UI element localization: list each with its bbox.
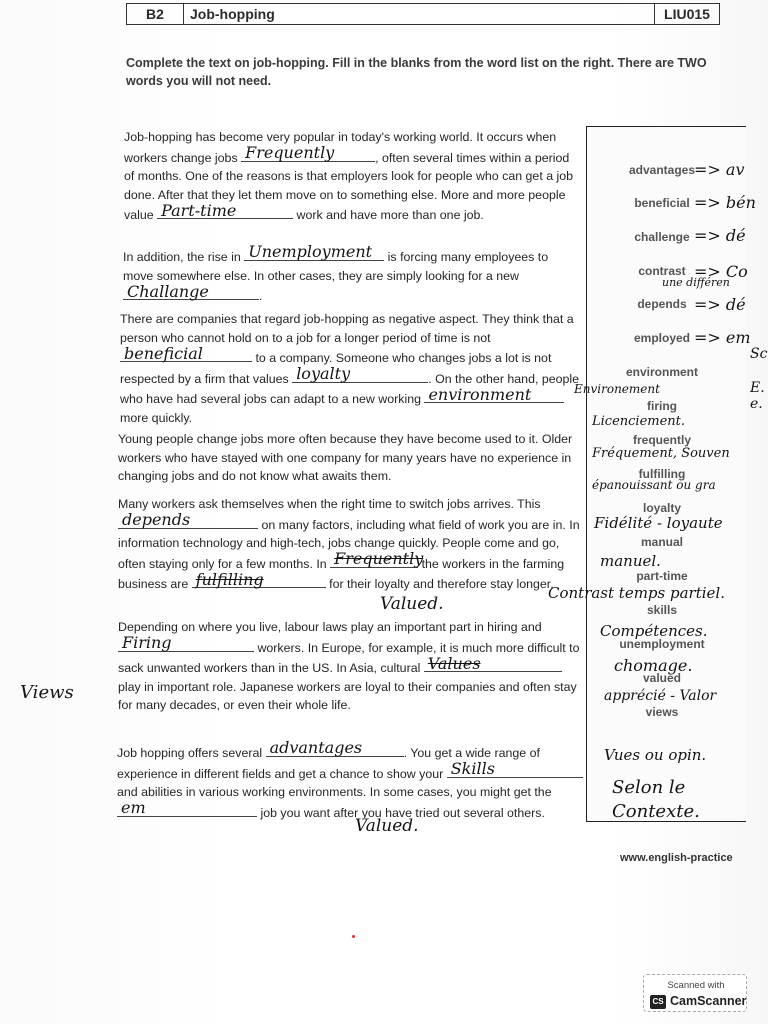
scanned-with-label: Scanned with xyxy=(667,980,725,991)
answer-p5-1: depends xyxy=(122,510,191,529)
word-translation: Fidélité - loyaute xyxy=(594,514,723,532)
word-translation: => Co xyxy=(694,262,748,281)
blank-p7-1[interactable] xyxy=(266,738,404,758)
word-list-item: depends xyxy=(637,297,687,311)
blank-p3-3[interactable] xyxy=(424,384,564,404)
word-translation: Compétences. xyxy=(600,622,708,640)
paragraph-1 xyxy=(124,128,576,225)
p7-text-b: . You get a wide range of experience in different fields and get a chance to show your xyxy=(117,746,540,781)
word-translation: Contrast temps partiel. xyxy=(548,584,725,602)
blank-p5-1[interactable] xyxy=(118,510,258,529)
p5-text-c: the workers in the farming business are xyxy=(118,556,565,592)
p7-text-c: and abilities in various working environments. In some cases, you might get the xyxy=(117,785,552,800)
p6-text-b: workers. In Europe, for example, it is much more difficult to sack unwanted workers than in the US. In Asia, cultural xyxy=(118,640,580,676)
word-list-item: firing xyxy=(647,399,677,413)
p5-text-b: on many factors, including what field of work you are in. In information technology and high-tech, jobs change quickly. People come and go, often staying only for a few months. In xyxy=(118,517,580,571)
word-translation: chomage. xyxy=(614,656,693,675)
answer-p3-2: loyalty xyxy=(296,364,351,384)
answer-p5-2: Frequently xyxy=(334,549,424,569)
word-translation: => em xyxy=(694,328,751,347)
p7-text-a: Job hopping offers several xyxy=(117,746,266,760)
level-label: B2 xyxy=(127,4,184,24)
word-translation: Fréquement, Souven xyxy=(592,446,730,461)
word-list-item: valued xyxy=(642,671,681,685)
word-translation: épanouissant ou gra xyxy=(592,478,716,492)
worksheet-header xyxy=(126,3,720,25)
p7-text-d: job you want after you have tried out several others. xyxy=(257,805,545,820)
p3-text-c: . On the other hand, people who have had several jobs can adapt to a new working xyxy=(120,371,580,407)
camscanner-logo-icon: CS xyxy=(650,995,666,1009)
handwritten-valued-2: Valued. xyxy=(355,816,419,836)
footer-url[interactable]: www.english-practice xyxy=(620,852,733,864)
blank-p3-1[interactable] xyxy=(120,343,252,363)
paragraph-4: Young people change jobs more often because they have become used to it. Older workers who have stayed with one company for many years have no experience in changing jobs and do not know what awaits them. xyxy=(118,432,573,484)
word-translation: => dé xyxy=(694,295,746,314)
answer-p7-3: em xyxy=(121,798,146,818)
word-translation: manuel. xyxy=(600,552,661,570)
blank-p1-1[interactable] xyxy=(241,143,375,162)
answer-p1-2: Part-time xyxy=(161,200,237,220)
p3-text-b: to a company. Someone who changes jobs a lot is not respected by a firm that values xyxy=(120,351,552,386)
camscanner-badge xyxy=(643,974,747,1012)
blank-p7-2[interactable] xyxy=(447,759,583,778)
word-list-item: loyalty xyxy=(642,501,681,515)
answer-p2-1: Unemployment xyxy=(248,242,373,262)
answer-p6-1: Firing xyxy=(122,633,172,652)
p5-text-a: Many workers ask themselves when the right time to switch jobs arrives. This xyxy=(118,497,541,511)
p1-text-c: work and have more than one job. xyxy=(293,208,484,223)
word-list-item: unemployment xyxy=(619,637,705,651)
paragraph-3 xyxy=(120,310,582,428)
p3-text-a: There are companies that regard job-hopping as negative aspect. They think that a person who cannot hold on to a job for a longer period of time is not xyxy=(120,312,574,345)
p1-text-b: , often several times within a period of months. One of the reasons is that employers look for people who can get a job done. After that they let them move on to something else. More and more people value xyxy=(124,150,574,223)
word-translation: Licenciement. xyxy=(592,414,686,429)
answer-p2-2: Challange xyxy=(127,281,209,301)
blank-p5-3[interactable] xyxy=(192,569,326,589)
word-translation: Vues ou opin. xyxy=(604,746,707,764)
word-list-item: fulfilling xyxy=(638,467,686,481)
note-selon-le-contexte: Selon le Contexte. xyxy=(612,777,700,822)
handwritten-valued-1: Valued. xyxy=(380,594,444,614)
worksheet-code: LIU015 xyxy=(654,4,719,24)
p2-text-b: is forcing many employees to move somewhere else. In other cases, they are simply looking for a new xyxy=(123,250,549,283)
word-list-item: part-time xyxy=(636,569,688,583)
p6-text-c: play in important role. Japanese workers are loyal to their companies and often stay for many decades, or even their whole life. xyxy=(118,679,577,713)
word-translation: Environement xyxy=(574,382,660,396)
word-list-item: challenge xyxy=(634,230,690,244)
red-dot xyxy=(352,935,355,938)
handwritten-views-margin: Views xyxy=(20,682,74,703)
p2-text-c: . xyxy=(259,289,263,304)
paragraph-7 xyxy=(117,738,583,822)
note-contrast: une différen xyxy=(662,276,730,289)
word-translation: => bén xyxy=(694,193,756,212)
p3-text-d: more quickly. xyxy=(120,410,193,425)
word-list-item: beneficial xyxy=(634,196,690,210)
answer-p7-1: advantages xyxy=(269,738,363,758)
blank-p2-2[interactable] xyxy=(123,281,259,301)
answer-p3-1: beneficial xyxy=(124,343,203,363)
paragraph-2 xyxy=(123,242,575,306)
answer-p3-3: environment xyxy=(428,384,532,404)
blank-p6-1[interactable] xyxy=(118,633,254,652)
note-environment: E. e. xyxy=(750,380,765,412)
p2-text-a: In addition, the rise in xyxy=(123,250,245,264)
blank-p5-2[interactable] xyxy=(330,549,424,569)
blank-p6-2[interactable] xyxy=(424,653,562,673)
answer-p7-2: Skills xyxy=(450,759,495,778)
camscanner-brand: CamScanner xyxy=(670,994,747,1008)
word-translation: apprécié - Valor xyxy=(604,688,717,704)
word-translation: => av xyxy=(694,160,745,179)
word-translation: => dé xyxy=(694,226,746,245)
word-list-item: manual xyxy=(640,535,683,549)
instructions: Complete the text on job-hopping. Fill in the blanks from the word list on the right. There are TWO words you will not need. xyxy=(126,56,707,88)
p6-text-a: Depending on where you live, labour laws play an important part in hiring and xyxy=(118,620,542,634)
word-list-item: employed xyxy=(633,331,690,345)
word-list-item: advantages xyxy=(628,163,696,177)
word-list-item: environment xyxy=(625,365,698,379)
word-list-item: skills xyxy=(646,603,678,617)
blank-p2-1[interactable] xyxy=(244,242,384,262)
note-depends: Sc xyxy=(750,346,768,362)
blank-p7-3[interactable] xyxy=(117,798,257,818)
p5-text-d: for their loyalty and therefore stay longer. xyxy=(325,577,554,592)
answer-p6-2: Values xyxy=(427,653,481,673)
word-list-item: contrast xyxy=(638,264,686,278)
answer-p5-3: fulfilling xyxy=(195,569,264,589)
worksheet-title: Job-hopping xyxy=(190,6,275,22)
blank-p3-2[interactable] xyxy=(292,364,428,384)
word-list-item: views xyxy=(645,705,679,719)
p1-text-a: Job-hopping has become very popular in today's working world. It occurs when workers change jobs xyxy=(124,130,557,165)
paragraph-6 xyxy=(118,618,580,715)
word-list-item: frequently xyxy=(632,433,691,447)
blank-p1-2[interactable] xyxy=(157,200,293,220)
paragraph-5 xyxy=(118,495,588,594)
answer-p1-1: Frequently xyxy=(245,143,335,162)
